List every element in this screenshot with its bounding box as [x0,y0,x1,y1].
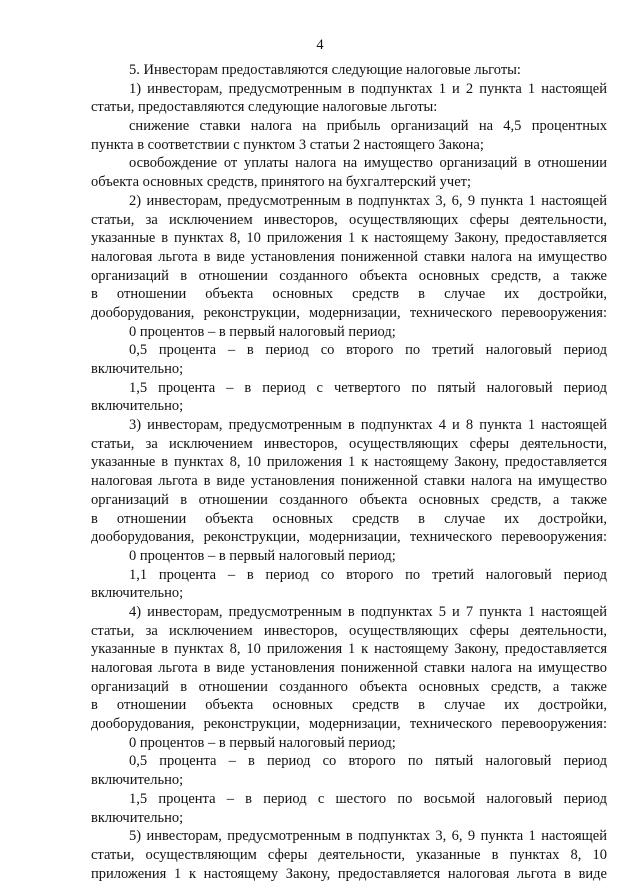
text-line: 5. Инвесторам предоставляются следующие налоговые льготы: [129,62,521,78]
text-line: организаций в отношении созданного объекта основных средств, а также [91,678,607,695]
text-line: организаций в отношении созданного объекта основных средств, а также [91,491,607,508]
text-line: статьи, осуществляющим сферы деятельности, указанные в пунктах 8, 10 [91,846,607,863]
text-line: пункта в соответствии с пунктом 3 статьи 2 настоящего Закона; [91,136,484,153]
text-line: 1,5 процента – в период с шестого по восьмой налоговый период [129,790,607,807]
text-line: статьи, за исключением инвесторов, осуществляющих сферы деятельности, [91,435,607,452]
text-line: 0 процентов – в первый налоговый период; [129,323,396,340]
text-line: 0,5 процента – в период со второго по пятый налоговый период [129,753,607,770]
text-line: налоговая льгота в виде установления пониженной ставки налога на имущество [91,248,607,265]
text-line: 3) инвесторам, предусмотренным в подпунктах 4 и 8 пункта 1 настоящей [129,417,607,434]
text-line: в отношении объекта основных средств в случае их достройки, [91,286,607,303]
text-line: объекта основных средств, принятого на бухгалтерский учет; [91,174,472,191]
page-number: 4 [316,37,324,53]
text-line: освобождение от уплаты налога на имущество организаций в отношении [129,155,607,172]
text-line: указанные в пунктах 8, 10 приложения 1 к настоящему Закону, предоставляется [91,641,607,658]
text-line: статьи, предоставляются следующие налоговые льготы: [91,99,438,116]
text-line: снижение ставки налога на прибыль организаций на 4,5 процентных [129,118,607,135]
text-line: 1,5 процента – в период с четвертого по пятый налоговый период [129,379,607,396]
text-line: включительно; [91,585,184,602]
text-line: в отношении объекта основных средств в случае их достройки, [91,697,607,714]
text-line: 4) инвесторам, предусмотренным в подпунктах 5 и 7 пункта 1 настоящей [129,603,607,620]
text-line: указанные в пунктах 8, 10 приложения 1 к настоящему Закону, предоставляется [91,230,607,247]
text-line: 0,5 процента – в период со второго по третий налоговый период [129,342,607,359]
text-line: включительно; [91,361,184,377]
text-line: приложения 1 к настоящему Закону, предоставляется налоговая льгота в виде [91,865,607,882]
text-line: указанные в пунктах 8, 10 приложения 1 к настоящему Закону, предоставляется [91,454,607,471]
text-line: 1,1 процента – в период со второго по третий налоговый период [129,566,607,583]
text-line: статьи, за исключением инвесторов, осуществляющих сферы деятельности, [91,622,607,639]
text-line: налоговая льгота в виде установления пониженной ставки налога на имущество [91,660,607,676]
text-line: статьи, за исключением инвесторов, осуществляющих сферы деятельности, [91,211,607,228]
text-line: включительно; [91,398,184,415]
text-line: 1) инвесторам, предусмотренным в подпунктах 1 и 2 пункта 1 настоящей [129,80,607,97]
text-line: включительно; [91,772,184,789]
text-line: включительно; [91,809,184,826]
text-line: в отношении объекта основных средств в случае их достройки, [91,510,607,527]
text-line: 5) инвесторам, предусмотренным в подпунктах 3, 6, 9 пункта 1 настоящей [129,828,607,845]
text-line: дооборудования, реконструкции, модернизации, технического перевооружения: [91,716,607,733]
text-line: 0 процентов – в первый налоговый период; [129,734,396,751]
document-body [91,61,607,883]
text-line: налоговая льгота в виде установления пониженной ставки налога на имущество [91,473,607,490]
text-line: дооборудования, реконструкции, модернизации, технического перевооружения: [91,304,607,321]
text-line: дооборудования, реконструкции, модернизации, технического перевооружения: [91,529,607,546]
text-line: организаций в отношении созданного объекта основных средств, а также [91,267,607,284]
text-line: 2) инвесторам, предусмотренным в подпунктах 3, 6, 9 пункта 1 настоящей [129,192,607,209]
text-line: 0 процентов – в первый налоговый период; [129,547,396,564]
